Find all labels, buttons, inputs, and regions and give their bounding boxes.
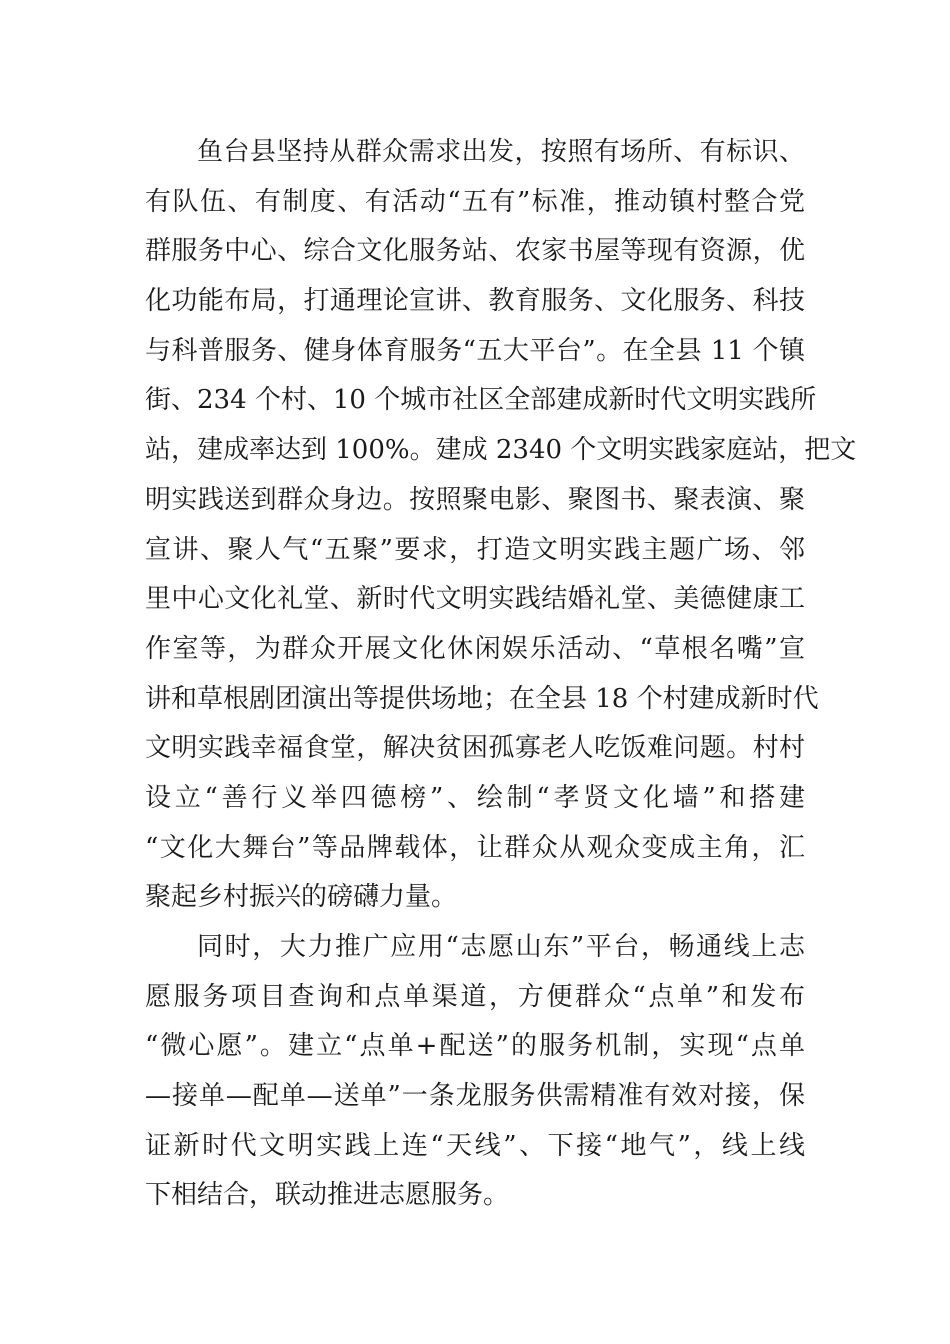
paragraph-1-line-5: 与科普服务、健身体育服务“五大平台”。在全县 11 个镇 (145, 335, 805, 366)
paragraph-2-line-2: 愿服务项目查询和点单渠道，方便群众“点单”和发布 (145, 981, 805, 1012)
paragraph-1-line-14: 设立“善行义举四德榜”、绘制“孝贤文化墙”和搭建 (145, 782, 805, 813)
paragraph-1-line-8: 明实践送到群众身边。按照聚电影、聚图书、聚表演、聚 (145, 484, 805, 515)
paragraph-1-line-16: 聚起乡村振兴的磅礴力量。 (145, 882, 458, 913)
paragraph-2-line-5: 证新时代文明实践上连“天线”、下接“地气”，线上线 (145, 1130, 805, 1161)
paragraph-2-line-4: —接单—配单—送单”一条龙服务供需精准有效对接，保 (145, 1081, 805, 1112)
paragraph-1-line-7: 站，建成率达到 100%。建成 2340 个文明实践家庭站，把文 (145, 435, 857, 466)
document-body (145, 128, 857, 1221)
paragraph-1-line-12: 讲和草根剧团演出等提供场地；在全县 18 个村建成新时代 (145, 683, 819, 714)
paragraph-1-line-6: 街、234 个村、10 个城市社区全部建成新时代文明实践所 (145, 385, 817, 416)
paragraph-1-line-3: 群服务中心、综合文化服务站、农家书屋等现有资源，优 (145, 236, 805, 267)
paragraph-2-line-6: 下相结合，联动推进志愿服务。 (145, 1180, 510, 1211)
paragraph-1-line-2: 有队伍、有制度、有活动“五有”标准，推动镇村整合党 (145, 186, 805, 217)
paragraph-1-line-13: 文明实践幸福食堂，解决贫困孤寡老人吃饭难问题。村村 (145, 733, 805, 764)
paragraph-1-line-15: “文化大舞台”等品牌载体，让群众从观众变成主角，汇 (145, 832, 805, 863)
paragraph-1-line-9: 宣讲、聚人气“五聚”要求，打造文明实践主题广场、邻 (145, 534, 805, 565)
paragraph-2 (145, 923, 805, 1221)
paragraph-1-line-10: 里中心文化礼堂、新时代文明实践结婚礼堂、美德健康工 (145, 584, 805, 615)
paragraph-2-line-1: 同时，大力推广应用“志愿山东”平台，畅通线上志 (197, 932, 805, 962)
paragraph-1-line-4: 化功能布局，打通理论宣讲、教育服务、文化服务、科技 (145, 286, 805, 317)
paragraph-1-line-11: 作室等，为群众开展文化休闲娱乐活动、“草根名嘴”宣 (145, 633, 805, 664)
paragraph-1 (145, 128, 857, 923)
paragraph-2-line-3: “微心愿”。建立“点单+配送”的服务机制，实现“点单 (145, 1031, 805, 1062)
paragraph-1-line-1: 鱼台县坚持从群众需求出发，按照有场所、有标识、 (197, 137, 805, 167)
